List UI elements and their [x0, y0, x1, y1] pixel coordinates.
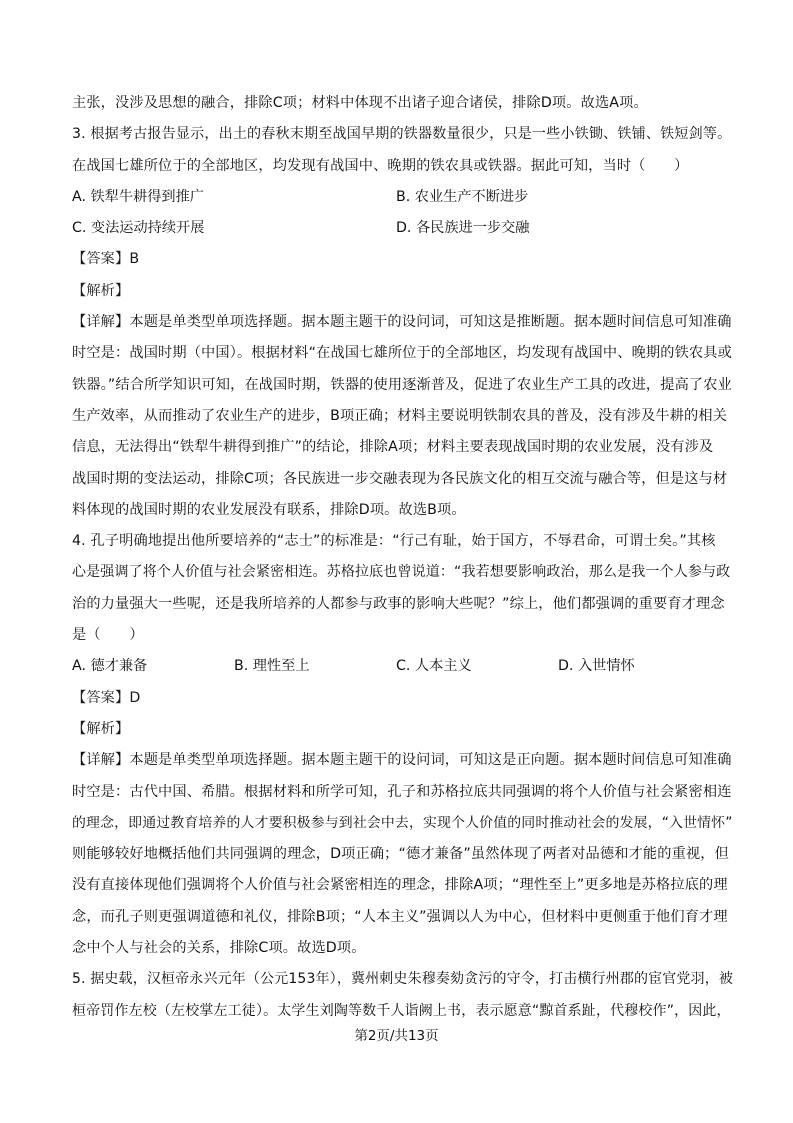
question-3-answer: 【答案】B — [72, 251, 140, 268]
question-4-detail-line: 念，而孔子则更强调道德和礼仪，排除B项；“人本主义”强调以人为中心，但材料中更侧重于他们育才理 — [72, 908, 728, 925]
question-4-detail-line: 时空是：古代中国、希腊。根据材料和所学可知，孔子和苏格拉底共同强调的将个人价值与社会紧密相连 — [72, 783, 732, 800]
question-4-options-row — [72, 651, 732, 682]
question-3-detail-line: 铁器。”结合所学知识可知，在战国时期，铁器的使用逐渐普及，促进了农业生产工具的改进，提高了农业 — [72, 376, 732, 393]
option-d: D. 各民族进一步交融 — [396, 220, 530, 237]
page-number-footer: 第2页/共13页 — [354, 1028, 439, 1044]
question-5-stem-line: 5. 据史载，汉桓帝永兴元年（公元153年），冀州刺史朱穆奏劾贪污的守令，打击横行州郡的宦官党羽，被 — [72, 971, 734, 988]
question-5-stem-line: 桓帝罚作左校（左校掌左工徒）。太学生刘陶等数千人诣阙上书，表示愿意“黥首系趾，代穆校作”，因此， — [72, 1002, 731, 1019]
question-4-stem-line: 治的力量强大一些呢，还是我所培养的人都参与政事的影响大些呢？”综上，他们都强调的重要育才理念 — [72, 595, 725, 612]
question-3-detail-line: 信息，无法得出“铁犁牛耕得到推广”的结论，排除A项；材料主要表现战国时期的农业发展，没有涉及 — [72, 439, 714, 456]
question-4-answer: 【答案】D — [72, 689, 141, 706]
question-4-analysis-heading: 【解析】 — [72, 720, 130, 737]
text-line: 主张，没涉及思想的融合，排除C项；材料中体现不出诸子迎合诸侯，排除D项。故选A项。 — [72, 95, 648, 111]
option-d: D. 入世情怀 — [558, 658, 635, 675]
question-4-detail-line: 念中个人与社会的关系，排除C项。故选D项。 — [72, 940, 366, 957]
question-3-detail-line: 料体现的战国时期的农业发展没有联系，排除D项。故选B项。 — [72, 501, 466, 518]
question-3-detail-line: 时空是：战国时期（中国）。根据材料“在战国七雄所位于的全部地区，均发现有战国中、晚期的铁农具或 — [72, 345, 732, 362]
question-3-stem-line-1: 3. 根据考古报告显示，出土的春秋末期至战国早期的铁器数量很少，只是一些小铁锄、铁铺、铁短剑等。 — [72, 126, 732, 143]
option-a: A. 铁犁牛耕得到推广 — [72, 188, 204, 205]
question-4-detail-line: 则能够较好地概括他们共同强调的理念，D项正确；“德才兼备”虽然体现了两者对品德和才能的重视，但 — [72, 846, 729, 863]
question-3-options-row-2 — [72, 213, 732, 244]
question-3-stem-line-2: 在战国七雄所位于的全部地区，均发现有战国中、晚期的铁农具或铁器。据此可知，当时（ ） — [72, 157, 689, 174]
option-b: B. 农业生产不断进步 — [396, 188, 529, 205]
option-c: C. 人本主义 — [396, 658, 472, 675]
option-a: A. 德才兼备 — [72, 658, 148, 675]
question-3-detail-line: 战国时期的变法运动，排除C项；各民族进一步交融表现为各民族文化的相互交流与融合等，但是这与材 — [72, 470, 728, 487]
question-3-options-row-1 — [72, 182, 732, 213]
question-4-detail-line: 没有直接体现他们强调将个人价值与社会紧密相连的理念，排除A项；“理性至上”更多地是苏格拉底的理 — [72, 877, 728, 894]
question-3-detail-line: 生产效率，从而推动了农业生产的进步，B项正确；材料主要说明铁制农具的普及，没有涉及牛耕的相关 — [72, 407, 728, 424]
question-4-stem-line: 4. 孔子明确地提出他所要培养的“志士”的标准是：“行己有耻，始于国方，不辱君命，可谓士矣。”其核 — [72, 533, 716, 550]
document-page — [72, 88, 732, 1027]
question-4-stem-line: 心是强调了将个人价值与社会紧密相连。苏格拉底也曾说道：“我若想要影响政治，那么是我一个人参与政 — [72, 564, 731, 581]
question-4-detail-line: 的理念，即通过教育培养的人才要积极参与到社会中去，实现个人价值的同时推动社会的发展，“入世情怀” — [72, 814, 733, 831]
option-b: B. 理性至上 — [234, 658, 310, 675]
option-c: C. 变法运动持续开展 — [72, 220, 205, 237]
question-4-detail-line: 【详解】本题是单类型单项选择题。据本题主题干的设问词，可知这是正向题。据本题时间信息可知准确 — [72, 752, 732, 769]
question-4-stem-line: 是（ ） — [72, 627, 144, 644]
question-3-detail-line: 【详解】本题是单类型单项选择题。据本题主题干的设问词，可知这是推断题。据本题时间信息可知准确 — [72, 314, 732, 331]
question-3-analysis-heading: 【解析】 — [72, 282, 130, 299]
